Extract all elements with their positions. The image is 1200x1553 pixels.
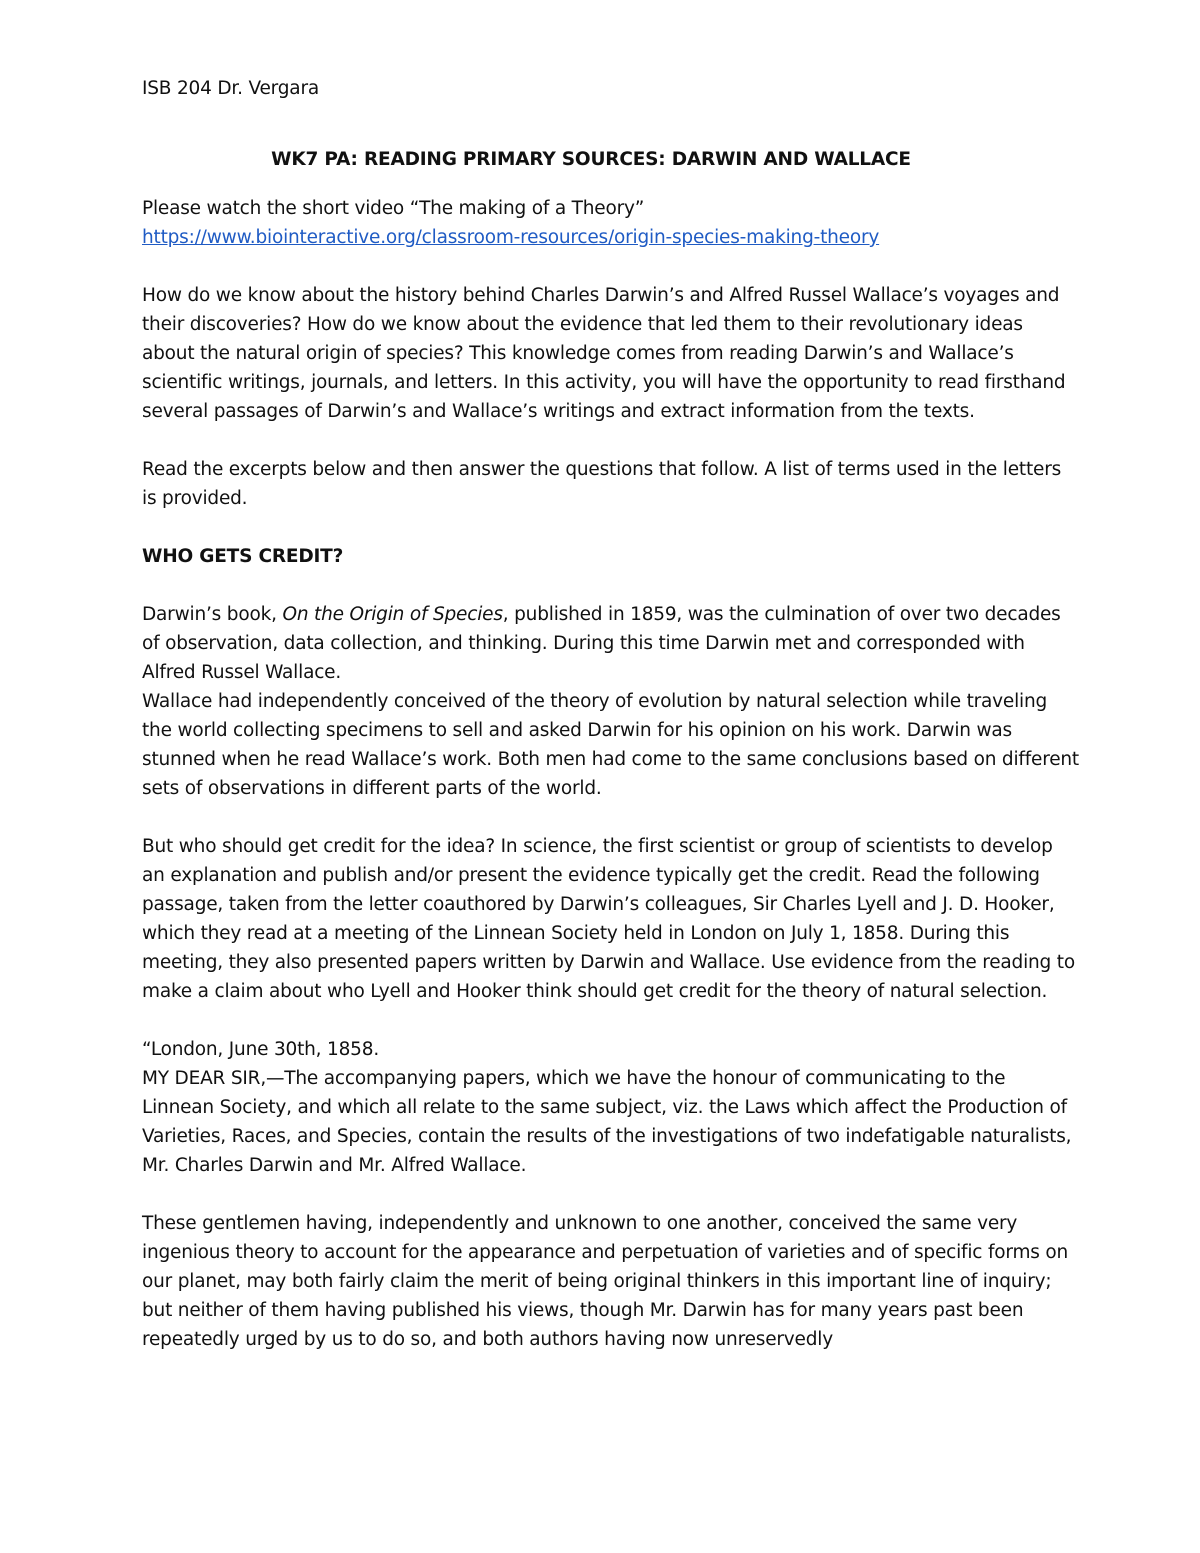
p1-after-text: , published in 1859, was the culmination of over two decades of observation, data collection, and thinking. During this time Darwin met and corresponded with Alfred Russel Wallace. xyxy=(142,604,1061,683)
section-paragraph-1 xyxy=(142,600,1080,687)
section-heading: WHO GETS CREDIT? xyxy=(142,546,344,567)
intro-paragraph: How do we know about the history behind Charles Darwin’s and Alfred Russel Wallace’s voyages and their discoveries? How do we know about the evidence that led them to their revolutionary ideas about the natural origin of species? This knowledge comes from reading Darwin’s and Wallace’s scientific writings, journals, and letters. In this activity, you will have the opportunity to read firsthand several passages of Darwin’s and Wallace’s writings and extract information from the texts. xyxy=(142,285,1066,422)
section-paragraph-2: Wallace had independently conceived of the theory of evolution by natural selection while traveling the world collecting specimens to sell and asked Darwin for his opinion on his work. Darwin was stunned when he read Wallace’s work. Both men had come to the same conclusions based on different sets of observations in different parts of the world. xyxy=(142,691,1079,799)
letter-paragraph-2: These gentlemen having, independently and unknown to one another, conceived the same very ingenious theory to account for the appearance and perpetuation of varieties and of specific forms on our planet, may both fairly claim the merit of being original thinkers in this important line of inquiry; but neither of them having published his views, though Mr. Darwin has for many years past been repeatedly urged by us to do so, and both authors having now unreservedly xyxy=(142,1213,1069,1350)
video-link[interactable]: https://www.biointeractive.org/classroom-resources/origin-species-making-theory xyxy=(142,227,880,248)
letter-dateline: “London, June 30th, 1858. xyxy=(142,1039,379,1060)
video-link-line xyxy=(142,223,1080,252)
course-header: ISB 204 Dr. Vergara xyxy=(142,78,319,99)
letter-paragraph-1: MY DEAR SIR,—The accompanying papers, which we have the honour of communicating to the Linnean Society, and which all relate to the same subject, viz. the Laws which affect the Production of Varieties, Races, and Species, contain the results of the investigations of two indefatigable naturalists, Mr. Charles Darwin and Mr. Alfred Wallace. xyxy=(142,1068,1072,1176)
document-title: WK7 PA: READING PRIMARY SOURCES: DARWIN AND WALLACE xyxy=(271,149,911,170)
p1-before-text: Darwin’s book, xyxy=(142,604,283,625)
section-paragraph-3: But who should get credit for the idea? In science, the first scientist or group of scientists to develop an explanation and publish and/or present the evidence typically get the credit. Read the following passage, taken from the letter coauthored by Darwin’s colleagues, Sir Charles Lyell and J. D. Hooker, which they read at a meeting of the Linnean Society held in London on July 1, 1858. During this meeting, they also presented papers written by Darwin and Wallace. Use evidence from the reading to make a claim about who Lyell and Hooker think should get credit for the theory of natural selection. xyxy=(142,836,1075,1002)
video-intro: Please watch the short video “The making of a Theory” xyxy=(142,198,645,219)
book-title: On the Origin of Species xyxy=(282,604,503,625)
instructions-paragraph: Read the excerpts below and then answer the questions that follow. A list of terms used in the letters is provided. xyxy=(142,459,1062,509)
